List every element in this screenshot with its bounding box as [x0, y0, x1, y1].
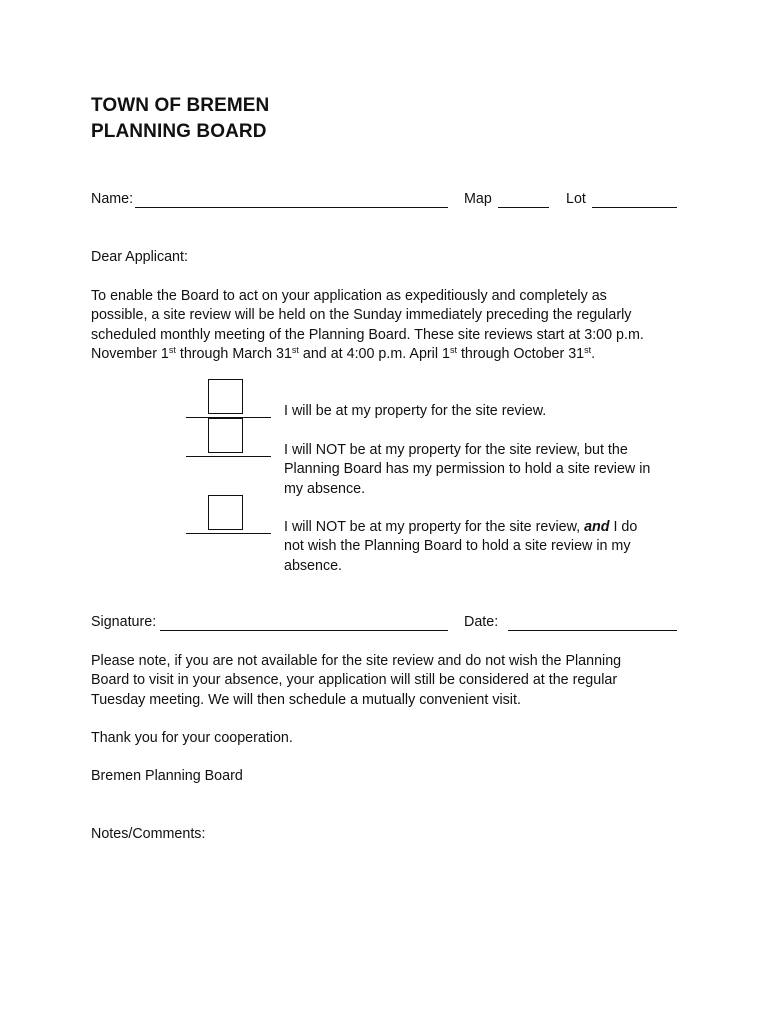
signature-label: Signature: [91, 614, 157, 630]
page-title-line2: PLANNING BOARD [91, 121, 267, 142]
date-field[interactable] [508, 614, 677, 631]
thanks-text: Thank you for your cooperation. [91, 730, 293, 746]
date-label: Date: [464, 614, 499, 630]
notes-comments-label: Notes/Comments: [91, 826, 206, 842]
intro-line-4: November 1st through March 31st and at 4:00 p.m. April 1st through October 31st. [91, 345, 596, 363]
lot-label: Lot [566, 191, 586, 207]
name-label: Name: [91, 191, 134, 207]
option-3-checkbox[interactable] [208, 495, 243, 530]
option-2-checkbox[interactable] [208, 418, 243, 453]
intro-line-3: scheduled monthly meeting of the Planning Board. These site reviews start at 3:00 p.m. [91, 326, 644, 343]
option-1-text: I will be at my property for the site review. [284, 403, 547, 419]
intro-line-2: possible, a site review will be held on the Sunday immediately preceding the regularly [91, 307, 632, 324]
option-3-blank-line [186, 533, 271, 534]
option-2-blank-line [186, 456, 271, 457]
option-2-text: I will NOT be at my property for the site review, but the Planning Board has my permission to hold a site review in my absence. [284, 442, 651, 497]
signoff-text: Bremen Planning Board [91, 768, 243, 784]
name-field[interactable] [135, 191, 448, 208]
option-3-text: I will NOT be at my property for the site review, and I do not wish the Planning Board to hold a site review in my absence. [284, 519, 638, 574]
map-label: Map [464, 191, 492, 207]
option-1-checkbox[interactable] [208, 379, 243, 414]
note-paragraph: Please note, if you are not available for the site review and do not wish the Planning Board to visit in your absence, your application will still be considered at the regular Tuesday meeting. We will then schedule a mutually convenient visit. [91, 653, 622, 708]
emphasis-and: and [584, 519, 610, 535]
intro-paragraph [91, 287, 691, 365]
intro-line-1: To enable the Board to act on your application as expeditiously and completely as [91, 288, 607, 304]
page-title-line1: TOWN OF BREMEN [91, 95, 270, 116]
greeting: Dear Applicant: [91, 249, 188, 265]
signature-field[interactable] [160, 614, 448, 631]
map-field[interactable] [498, 191, 549, 208]
lot-field[interactable] [592, 191, 677, 208]
